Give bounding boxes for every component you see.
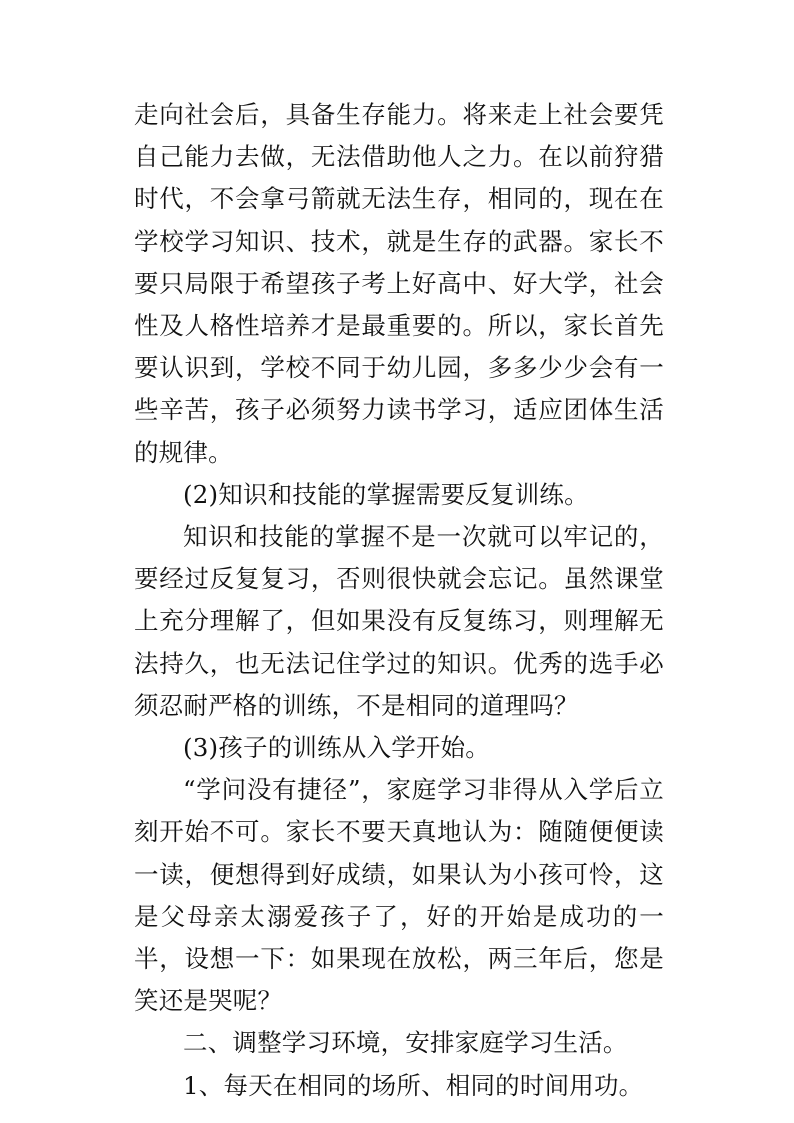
heading-repeated-training: (2)知识和技能的掌握需要反复训练。 xyxy=(183,479,589,509)
paragraph-survival-ability: 走向社会后，具备生存能力。将来走上社会要凭自己能力去做，无法借助他人之力。在以前狩猎时代，不会拿弓箭就无法生存，相同的，现在在学校学习知识、技术，就是生存的武器。家长不要只局限于希望孩子考上好高中、好大学，社会性及人格性培养才是最重要的。所以，家长首先要认识到，学校不同于幼儿园，多多少少会有一些辛苦，孩子必须努力读书学习，适应团体生活的规律。 xyxy=(134,100,664,467)
paragraph-no-shortcut: “学问没有捷径”，家庭学习非得从入学后立刻开始不可。家长不要天真地认为：随随便便读一读，便想得到好成绩，如果认为小孩可怜，这是父母亲太溺爱孩子了，好的开始是成功的一半，设想一下：如果现在放松，两三年后，您是笑还是哭呢？ xyxy=(134,775,664,1016)
body-text xyxy=(134,94,664,1107)
list-item-same-place-time: 1、每天在相同的场所、相同的时间用功。 xyxy=(183,1070,644,1100)
heading-study-environment: 二、调整学习环境，安排家庭学习生活。 xyxy=(183,1028,628,1058)
heading-training-from-entry: (3)孩子的训练从入学开始。 xyxy=(183,733,491,763)
paragraph-review-practice: 知识和技能的掌握不是一次就可以牢记的，要经过反复复习，否则很快就会忘记。虽然课堂上充分理解了，但如果没有反复练习，则理解无法持久，也无法记住学过的知识。优秀的选手必须忍耐严格的训练，不是相同的道理吗？ xyxy=(134,522,664,720)
